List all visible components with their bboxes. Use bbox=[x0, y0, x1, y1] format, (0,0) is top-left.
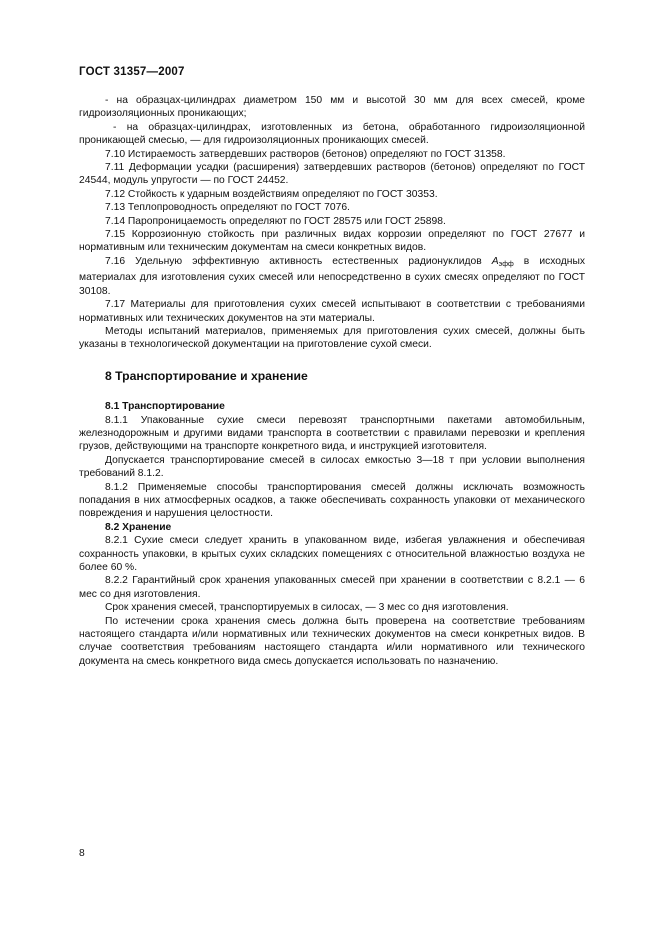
document-header: ГОСТ 31357—2007 bbox=[79, 66, 185, 78]
paragraph-8-2-1: 8.2.1 Сухие смеси следует хранить в упакованном виде, избегая увлажнения и обеспечивая сохранность упаковки, в крытых сухих складских помещениях с относительной влажностью воздуха не более 60 %. bbox=[79, 535, 585, 573]
paragraph-7-14: 7.14 Паропроницаемость определяют по ГОСТ 28575 или ГОСТ 25898. bbox=[105, 215, 446, 227]
document-body bbox=[79, 94, 585, 668]
paragraph-8-1-silos: Допускается транспортирование смесей в силосах емкостью 3—18 т при условии выполнения требований 8.1.2. bbox=[79, 454, 585, 480]
paragraph-7-dash-2: - на образцах-цилиндрах, изготовленных из бетона, обработанного гидроизоляционной проникающей смесью, — для гидроизоляционных проникающих смесей. bbox=[79, 121, 585, 147]
section-8-title: 8 Транспортирование и хранение bbox=[105, 368, 308, 383]
paragraph-methods: Методы испытаний материалов, применяемых для приготовления сухих смесей, должны быть указаны в технологической документации на приготовление сухой смеси. bbox=[79, 325, 585, 351]
paragraph-8-1-2: 8.1.2 Применяемые способы транспортирования смесей должны исключать возможность попадания в них атмосферных осадков, а также обеспечивать сохранность упаковки от механического повреждения и нарушения целостности. bbox=[79, 481, 585, 520]
paragraph-7-16-after: в исходных материалах для изготовления сухих смесей или непосредственно в сухих смесях определяют по ГОСТ 30108. bbox=[79, 255, 585, 297]
subsection-8-1-title: 8.1 Транспортирование bbox=[105, 401, 225, 413]
paragraph-7-15: 7.15 Коррозионную стойкость при различных видах коррозии определяют по ГОСТ 27677 и нормативным или техническим документам на смеси конкретных видов. bbox=[79, 229, 585, 254]
aeff-subscript: эфф bbox=[498, 260, 514, 268]
paragraph-7-13: 7.13 Теплопроводность определяют по ГОСТ 7076. bbox=[105, 202, 350, 214]
paragraph-8-2-2: 8.2.2 Гарантийный срок хранения упакованных смесей при хранении в соответствии с 8.2.1 — 6 мес со дня изготовления. bbox=[79, 575, 585, 600]
paragraph-7-dash-1: - на образцах-цилиндрах диаметром 150 мм и высотой 30 мм для всех смесей, кроме гидроизоляционных проникающих; bbox=[79, 95, 585, 120]
aeff-symbol: A bbox=[491, 255, 499, 267]
paragraph-8-2-silos: Срок хранения смесей, транспортируемых в силосах, — 3 мес со дня изготовления. bbox=[105, 602, 509, 614]
paragraph-8-2-expiry: По истечении срока хранения смесь должна быть проверена на соответствие требованиям настоящего стандарта и/или нормативных или технических документов на смеси конкретных видов. В случае соответствия требованиям настоящего стандарта и/или нормативного или технического документа на смесь конкретного вида смесь допускается использовать по назначению. bbox=[79, 615, 585, 667]
paragraph-7-17: 7.17 Материалы для приготовления сухих смесей испытывают в соответствии с требованиями нормативных или технических документов на эти материалы. bbox=[79, 299, 585, 324]
paragraph-7-16-before: 7.16 Удельную эффективную активность естественных радионуклидов bbox=[105, 255, 492, 267]
paragraph-7-10: 7.10 Истираемость затвердевших растворов (бетонов) определяют по ГОСТ 31358. bbox=[105, 148, 506, 160]
paragraph-8-1-1: 8.1.1 Упакованные сухие смеси перевозят транспортными пакетами автомобильным, железнодорожным и другими видами транспорта в соответствии с правилами перевозки и крепления грузов, действующими на транспорте конкретного вида, и инструкцией изготовителя. bbox=[79, 414, 585, 453]
paragraph-7-11: 7.11 Деформации усадки (расширения) затвердевших растворов (бетонов) определяют по ГОСТ 24544, модуль упругости — по ГОСТ 24452. bbox=[79, 162, 585, 187]
paragraph-7-16 bbox=[79, 255, 585, 298]
subsection-8-2-title: 8.2 Хранение bbox=[105, 521, 172, 533]
paragraph-7-12: 7.12 Стойкость к ударным воздействиям определяют по ГОСТ 30353. bbox=[105, 188, 438, 200]
page-number: 8 bbox=[79, 848, 85, 859]
